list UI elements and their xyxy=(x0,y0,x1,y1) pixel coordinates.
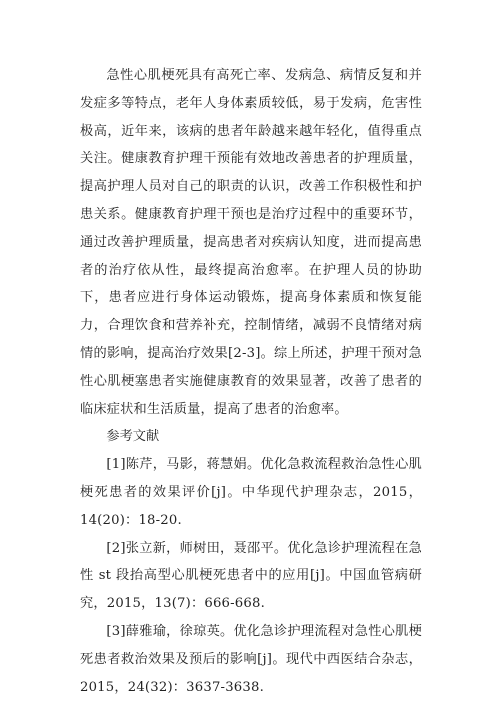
reference-item-3: [3]薛雅瑜，徐琼英。优化急诊护理流程对急性心肌梗死患者救治效果及预后的影响[j]。现代中西医结合杂志，2015，24(32)：3637-3638. xyxy=(80,623,422,695)
reference-item-2: [2]张立新，师树田，聂邵平。优化急诊护理流程在急性 st 段抬高型心肌梗死患者中的应用[j]。中国血管病研究，2015，13(7)：666-668. xyxy=(80,540,422,612)
references-heading: 参考文献 xyxy=(106,429,160,445)
body-paragraph: 急性心肌梗死具有高死亡率、发病急、病情反复和并发症多等特点，老年人身体素质较低，易于发病，危害性极高，近年来，该病的患者年龄越来越年轻化，值得重点关注。健康教育护理干预能有效地改善患者的护理质量，提高护理人员对自己的职责的认识，改善工作积极性和护患关系。健康教育护理干预也是治疗过程中的重要环节，通过改善护理质量，提高患者对疾病认知度，进而提高患者的治疗依从性，最终提高治愈率。在护理人员的协助下，患者应进行身体运动锻炼，提高身体素质和恢复能力，合理饮食和营养补充，控制情绪，减弱不良情绪对病情的影响，提高治疗效果[2-3]。综上所述，护理干预对急性心肌梗塞患者实施健康教育的效果显著，改善了患者的临床症状和生活质量，提高了患者的治愈率。 xyxy=(80,68,422,417)
reference-item-1: [1]陈芹，马影，蒋慧娟。优化急救流程救治急性心肌梗死患者的效果评价[j]。中华现代护理杂志，2015，14(20)：18-20. xyxy=(80,457,422,528)
document-page xyxy=(80,62,422,701)
